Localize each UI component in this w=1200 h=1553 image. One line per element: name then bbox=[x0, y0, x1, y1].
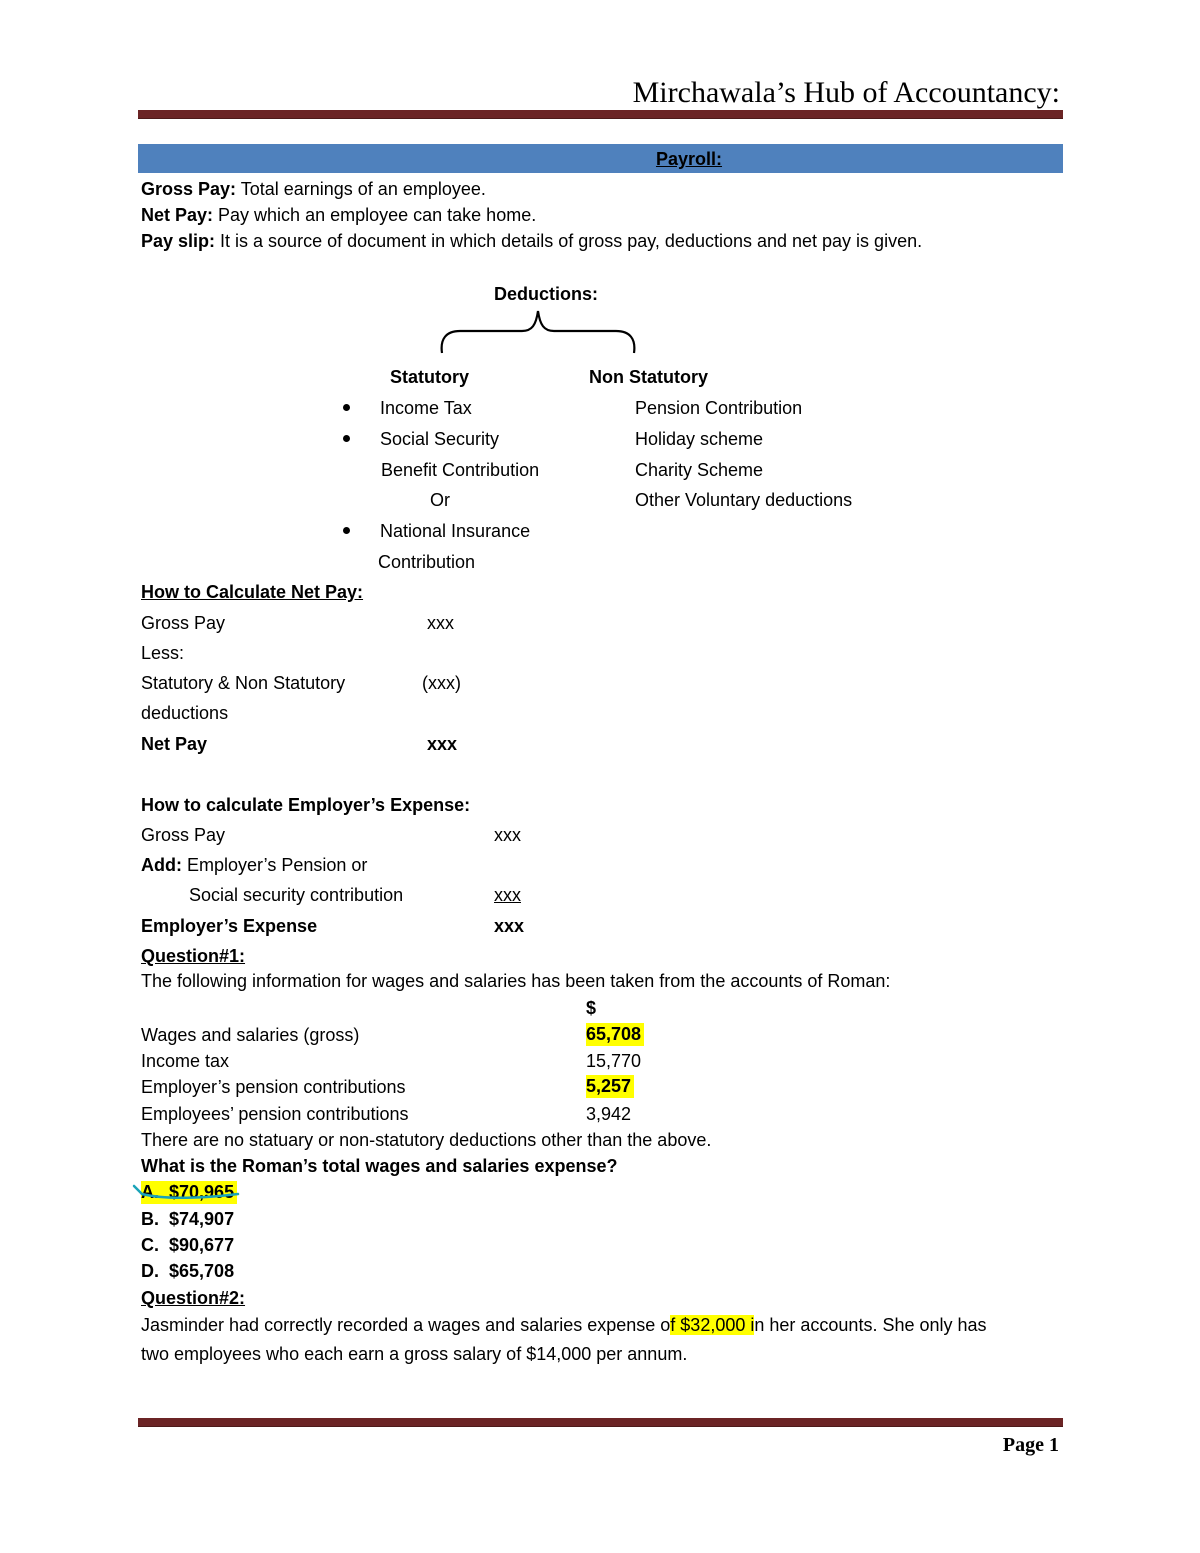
question1-row-value: 3,942 bbox=[586, 1104, 632, 1124]
deductions-brace bbox=[436, 305, 646, 355]
calc-label: Net Pay bbox=[141, 734, 208, 754]
non-statutory-item: Pension Contribution bbox=[635, 398, 803, 418]
calc-label: deductions bbox=[141, 703, 229, 723]
definition-term: Pay slip: bbox=[141, 231, 216, 251]
statutory-item: Contribution bbox=[378, 552, 476, 572]
question2-line2: two employees who each earn a gross salary of $14,000 per annum. bbox=[141, 1344, 688, 1364]
question2-text: n her accounts. She only has bbox=[754, 1315, 987, 1335]
calc-value: (xxx) bbox=[422, 673, 461, 693]
question2-text: Jasminder had correctly recorded a wages and salaries expense o bbox=[141, 1315, 671, 1335]
statutory-item: Income Tax bbox=[380, 398, 472, 418]
answer-option-d[interactable] bbox=[141, 1260, 234, 1283]
question1-intro: The following information for wages and salaries has been taken from the accounts of Roman: bbox=[141, 971, 891, 991]
calc-value: xxx bbox=[427, 734, 458, 754]
option-letter: B. bbox=[141, 1209, 159, 1229]
calc-label: Employer’s Pension or bbox=[181, 855, 368, 875]
definition-text: Pay which an employee can take home. bbox=[213, 205, 537, 225]
employer-expense-heading: How to calculate Employer’s Expense: bbox=[141, 795, 471, 815]
pen-mark-icon bbox=[126, 1180, 256, 1210]
header-rule bbox=[138, 110, 1063, 119]
calc-label: Employer’s Expense bbox=[141, 916, 318, 936]
calc-label: Social security contribution bbox=[189, 885, 404, 905]
question1-heading: Question#1: bbox=[141, 946, 246, 966]
calc-label-add bbox=[141, 854, 367, 877]
question1-row-value: 5,257 bbox=[586, 1075, 634, 1098]
statutory-item: National Insurance bbox=[380, 521, 531, 541]
definition-net-pay bbox=[141, 204, 536, 227]
question1-row-value: 65,708 bbox=[586, 1023, 644, 1046]
calc-value: xxx bbox=[494, 916, 525, 936]
page-header-title: Mirchawala’s Hub of Accountancy: bbox=[632, 76, 1060, 109]
calc-label: Less: bbox=[141, 643, 185, 663]
calc-value: xxx bbox=[494, 885, 521, 905]
calc-label: Gross Pay bbox=[141, 825, 226, 845]
statutory-item: Or bbox=[430, 490, 450, 510]
bullet-icon bbox=[343, 527, 350, 534]
page-number: Page 1 bbox=[1002, 1434, 1059, 1456]
calc-value: xxx bbox=[427, 613, 454, 633]
bullet-icon bbox=[343, 404, 350, 411]
non-statutory-item: Holiday scheme bbox=[635, 429, 764, 449]
net-pay-heading: How to Calculate Net Pay: bbox=[141, 582, 364, 602]
option-text: $74,907 bbox=[169, 1209, 235, 1229]
question1-currency: $ bbox=[586, 998, 597, 1018]
answer-option-c[interactable] bbox=[141, 1234, 234, 1257]
option-letter: C. bbox=[141, 1235, 159, 1255]
question1-prompt: What is the Roman’s total wages and salaries expense? bbox=[141, 1156, 618, 1176]
statutory-item: Benefit Contribution bbox=[381, 460, 540, 480]
option-text: $70,965 bbox=[169, 1182, 235, 1202]
statutory-heading: Statutory bbox=[390, 367, 470, 387]
question1-row-label: Employer’s pension contributions bbox=[141, 1077, 406, 1097]
option-text: $90,677 bbox=[169, 1235, 235, 1255]
definition-term: Gross Pay: bbox=[141, 179, 237, 199]
section-title: Payroll: bbox=[655, 149, 723, 169]
question1-note: There are no statuary or non-statutory deductions other than the above. bbox=[141, 1130, 712, 1150]
non-statutory-heading: Non Statutory bbox=[589, 367, 708, 387]
question2-line1 bbox=[141, 1314, 987, 1337]
statutory-item: Social Security bbox=[380, 429, 500, 449]
definition-term: Net Pay: bbox=[141, 205, 214, 225]
question2-heading: Question#2: bbox=[141, 1288, 246, 1308]
question1-row-label: Income tax bbox=[141, 1051, 230, 1071]
definition-pay-slip bbox=[141, 230, 922, 253]
non-statutory-item: Other Voluntary deductions bbox=[635, 490, 853, 510]
option-letter: D. bbox=[141, 1261, 159, 1281]
question1-row-label: Employees’ pension contributions bbox=[141, 1104, 409, 1124]
question1-row-label: Wages and salaries (gross) bbox=[141, 1025, 360, 1045]
definition-text: It is a source of document in which details of gross pay, deductions and net pay is given. bbox=[215, 231, 923, 251]
calc-label: Gross Pay bbox=[141, 613, 226, 633]
answer-option-b[interactable] bbox=[141, 1208, 234, 1231]
non-statutory-item: Charity Scheme bbox=[635, 460, 764, 480]
bullet-icon bbox=[343, 435, 350, 442]
footer-rule bbox=[138, 1418, 1063, 1427]
question2-highlight: f $32,000 i bbox=[670, 1315, 755, 1335]
calc-label: Statutory & Non Statutory bbox=[141, 673, 346, 693]
calc-label-bold: Add: bbox=[141, 855, 182, 875]
option-text: $65,708 bbox=[169, 1261, 235, 1281]
calc-value: xxx bbox=[494, 825, 521, 845]
definition-text: Total earnings of an employee. bbox=[236, 179, 486, 199]
deductions-title: Deductions: bbox=[494, 284, 599, 304]
definition-gross-pay bbox=[141, 178, 486, 201]
option-letter: A. bbox=[141, 1182, 159, 1202]
question1-row-value: 15,770 bbox=[586, 1051, 642, 1071]
